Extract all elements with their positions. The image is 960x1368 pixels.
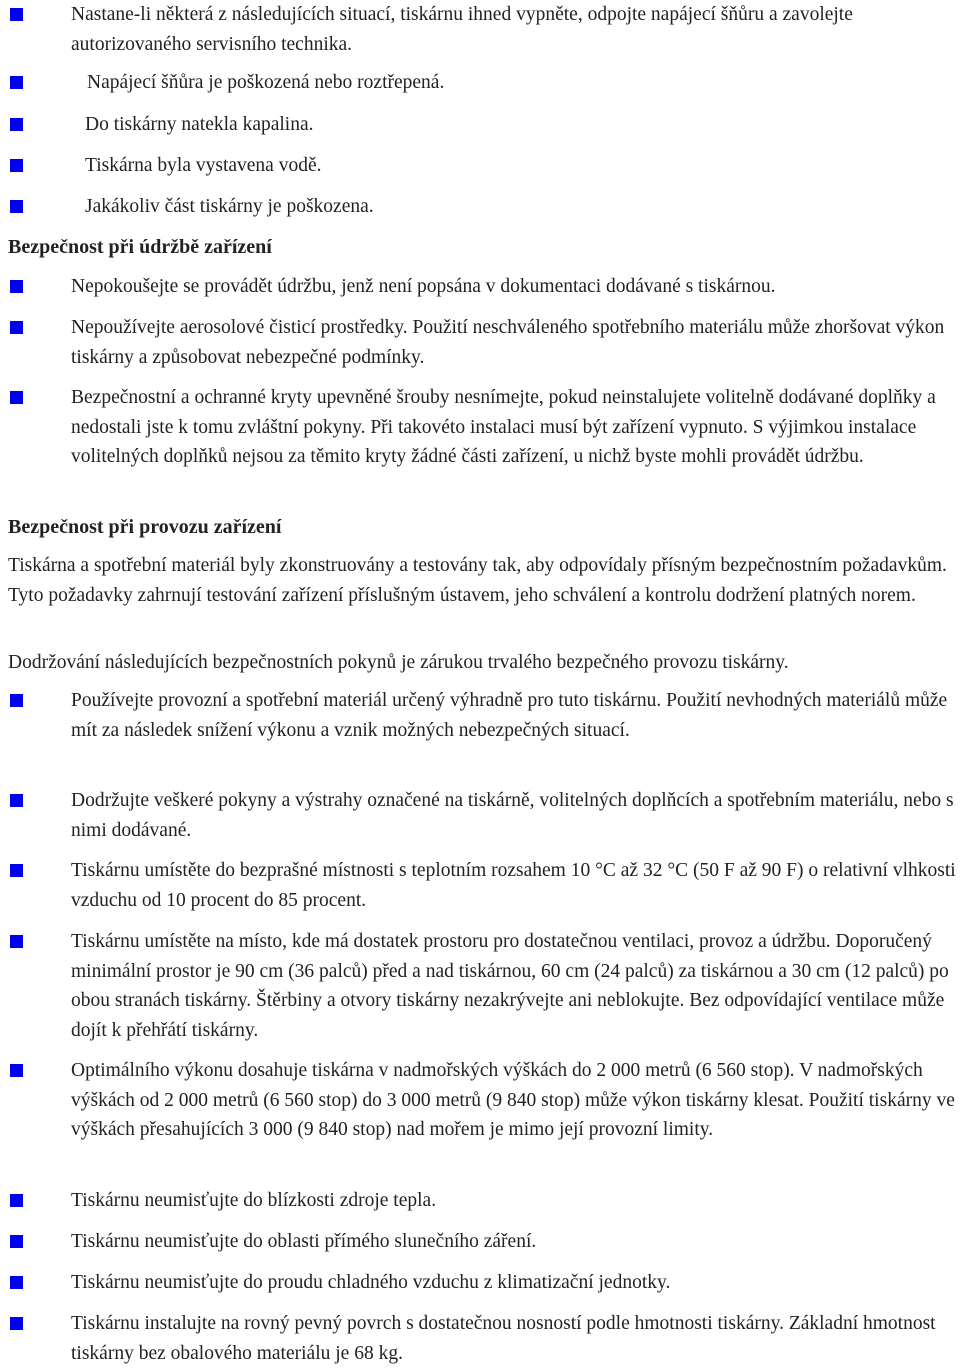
operation-text: Tiskárnu instalujte na rovný pevný povrch s dostatečnou nosností podle hmotnosti tiskárny. Základní hmotnost tiskárny bez obalového materiálu je 68 kg. (71, 1313, 936, 1364)
operation-text: Dodržujte veškeré pokyny a výstrahy označené na tiskárně, volitelných doplňcích a spotřebním materiálu, nebo s nimi dodávané. (71, 790, 954, 841)
square-bullet-icon (10, 864, 23, 877)
square-bullet-icon (10, 8, 23, 21)
maintenance-text: Nepokoušejte se provádět údržbu, jenž není popsána v dokumentaci dodávané s tiskárnou. (71, 276, 776, 297)
situation-text: Do tiskárny natekla kapalina. (85, 114, 314, 135)
maintenance-heading: Bezpečnost při údržbě zařízení (8, 236, 272, 258)
square-bullet-icon (10, 391, 23, 404)
square-bullet-icon (10, 200, 23, 213)
square-bullet-icon (10, 280, 23, 293)
situation-text: Tiskárna byla vystavena vodě. (85, 155, 322, 176)
operation-text: Tiskárnu neumisťujte do proudu chladného vzduchu z klimatizační jednotky. (71, 1272, 671, 1293)
operation-text: Optimálního výkonu dosahuje tiskárna v nadmořských výškách do 2 000 metrů (6 560 stop). V nadmořských výškách od 2 000 metrů (6 560 stop) do 3 000 metrů (9 840 stop) může výkon tiskárny klesat. Použití tiskárny ve výškách přesahujících 3 000 (9 840 stop) nad mořem je mimo její provozní limity. (71, 1060, 955, 1140)
operation-text: Tiskárnu neumisťujte do oblasti přímého slunečního záření. (71, 1231, 537, 1252)
operation-paragraph: Tiskárna a spotřební materiál byly zkonstruovány a testovány tak, aby odpovídaly přísným bezpečnostním požadavkům. Tyto požadavky zahrnují testování zařízení příslušným ústavem, jeho schválení a kontrolu dodržení platných norem. (8, 555, 947, 606)
situation-text: Jakákoliv část tiskárny je poškozena. (85, 196, 374, 217)
square-bullet-icon (10, 1317, 23, 1330)
maintenance-text: Nepoužívejte aerosolové čisticí prostředky. Použití neschváleného spotřebního materiálu může zhoršovat výkon tiskárny a způsobovat nebezpečné podmínky. (71, 317, 945, 368)
operation-text: Tiskárnu umístěte na místo, kde má dostatek prostoru pro dostatečnou ventilaci, provoz a údržbu. Doporučený minimální prostor je 90 cm (36 palců) před a nad tiskárnou, 60 cm (24 palců) za tiskárnou a 30 cm (12 palců) po obou stranách tiskárny. Štěrbiny a otvory tiskárny nezakrývejte ani neblokujte. Bez odpovídající ventilace může dojít k přehřátí tiskárny. (71, 931, 949, 1041)
square-bullet-icon (10, 321, 23, 334)
operation-paragraph: Dodržování následujících bezpečnostních pokynů je zárukou trvalého bezpečného provozu tiskárny. (8, 652, 789, 673)
square-bullet-icon (10, 794, 23, 807)
operation-text: Tiskárnu umístěte do bezprašné místnosti s teplotním rozsahem 10 °C až 32 °C (50 F až 90 F) o relativní vlhkosti vzduchu od 10 procent do 85 procent. (71, 860, 956, 911)
square-bullet-icon (10, 159, 23, 172)
intro-text: Nastane-li některá z následujících situací, tiskárnu ihned vypněte, odpojte napájecí šňůru a zavolejte autorizovaného servisního technika. (71, 4, 853, 55)
square-bullet-icon (10, 935, 23, 948)
square-bullet-icon (10, 76, 23, 89)
operation-heading: Bezpečnost při provozu zařízení (8, 516, 282, 538)
operation-text: Tiskárnu neumisťujte do blízkosti zdroje tepla. (71, 1190, 437, 1211)
maintenance-text: Bezpečnostní a ochranné kryty upevněné šrouby nesnímejte, pokud neinstalujete volitelně dodávané doplňky a nedostali jste k tomu zvláštní pokyny. Při takovéto instalaci musí být zařízení vypnuto. S výjimkou instalace volitelných doplňků nejsou za těmito kryty žádné části zařízení, u nichž byste mohli provádět údržbu. (71, 387, 936, 467)
operation-text: Používejte provozní a spotřební materiál určený výhradně pro tuto tiskárnu. Použití nevhodných materiálů může mít za následek snížení výkonu a vznik možných nebezpečných situací. (71, 690, 948, 741)
situation-text: Napájecí šňůra je poškozená nebo roztřepená. (87, 72, 445, 93)
square-bullet-icon (10, 1194, 23, 1207)
square-bullet-icon (10, 694, 23, 707)
square-bullet-icon (10, 118, 23, 131)
square-bullet-icon (10, 1064, 23, 1077)
square-bullet-icon (10, 1276, 23, 1289)
square-bullet-icon (10, 1235, 23, 1248)
